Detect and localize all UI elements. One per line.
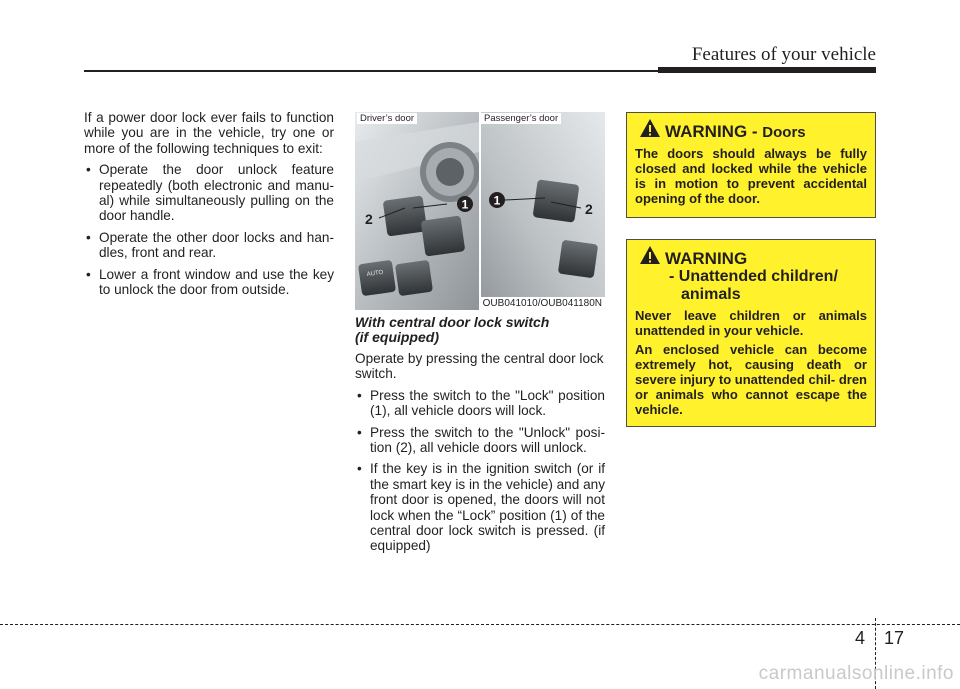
door-switch-illustration [355,112,605,310]
list-item: • Operate the other door locks and han- dles, front and rear. [84,230,334,261]
callout-1-label: 1 [493,193,501,208]
warning-subtitle-line2: animals [681,286,741,303]
footer-rule [0,624,960,625]
warning-text: An enclosed vehicle can become extremely hot, causing death or severe injury to unattended chil- dren or animals who cannot escape the vehicle. [635,342,867,417]
warning-subtitle: Doors [762,124,806,141]
callout-2-label: 2 [365,211,373,227]
door-switch-figure [355,112,605,310]
left-column [84,110,334,303]
figure-code: OUB041010/OUB041180N [480,297,605,310]
warning-triangle-icon [639,245,661,265]
chapter-number: 4 [855,628,866,648]
section-heading-line1: With central door lock switch [355,314,550,330]
section-heading [355,315,605,345]
list-item: • If the key is in the ignition switch (or if the smart key is in the vehicle) and any front door is opened, the doors will not lock when the “Lock” position (1) of the central door lock switch is pressed. (if equipped) [355,461,605,553]
passenger-door-label: Passenger’s door [481,113,561,124]
auto-button-label: AUTO [366,269,384,278]
watermark: carmanualsonline.info [758,663,954,684]
warning-title [665,123,867,142]
left-intro-paragraph: If a power door lock ever fails to function while you are in the vehicle, try one or more of the following techniques to exit: [84,110,334,156]
warning-title [665,250,867,268]
driver-door-label: Driver’s door [357,113,417,124]
middle-column [355,315,605,560]
warning-triangle-icon [639,118,661,138]
warning-text: The doors should always be fully closed and locked while the vehicle is in motion to prevent accidental opening of the door. [635,146,867,206]
page-header-title: Features of your vehicle [691,44,876,65]
callout-1-label: 1 [461,197,469,212]
warning-title-text: WARNING [665,249,748,268]
list-item: • Operate the door unlock feature repeatedly (both electronic and manu- al) while simultaneously pulling on the door handle. [84,162,334,224]
central-lock-list [355,388,605,554]
warning-box-unattended [626,239,876,427]
list-item: • Lower a front window and use the key to unlock the door from outside. [84,267,334,298]
warning-text: Never leave children or animals unattended in your vehicle. [635,308,867,338]
list-item: • Press the switch to the "Lock" position (1), all vehicle doors will lock. [355,388,605,419]
header-rule-accent [658,67,876,73]
section-heading-line2: (if equipped) [355,329,439,345]
central-lock-intro: Operate by pressing the central door lock switch. [355,351,604,382]
list-item: • Press the switch to the "Unlock" posi- tion (2), all vehicle doors will unlock. [355,425,605,456]
callout-2-label: 2 [585,201,593,217]
warning-title-text: WARNING - [665,122,763,141]
exit-techniques-list [84,162,334,297]
page-number: 17 [884,628,905,648]
warning-box-doors [626,112,876,218]
warning-subtitle-line1: - Unattended children/ [669,268,838,285]
